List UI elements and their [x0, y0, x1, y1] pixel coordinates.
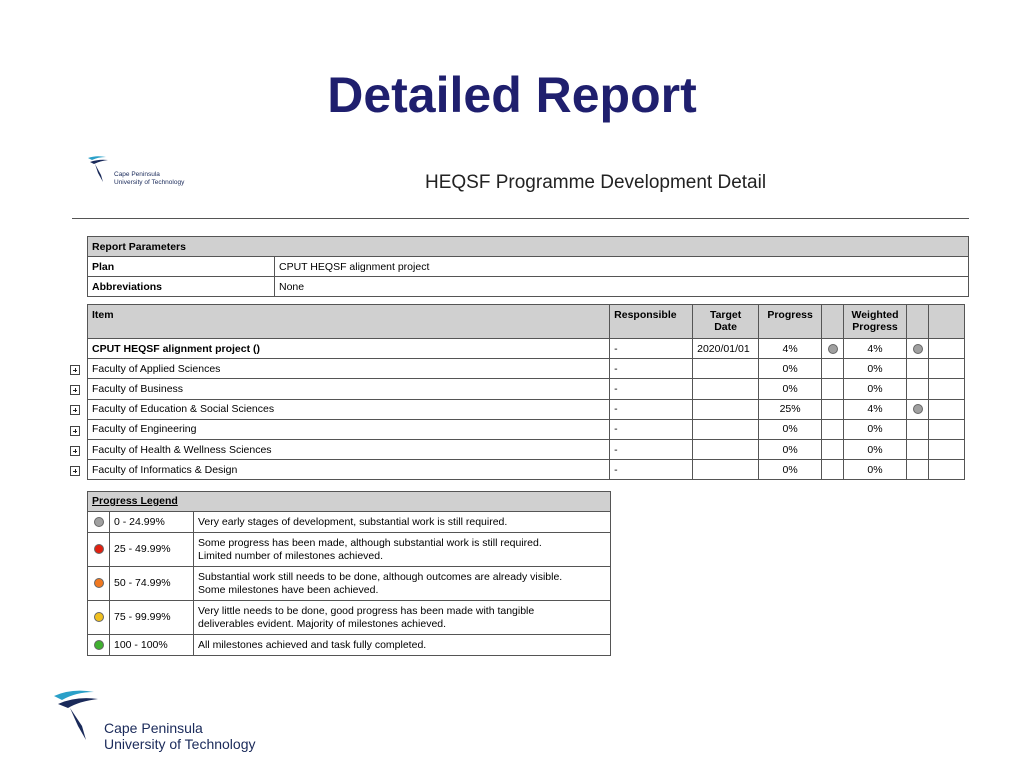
expand-toggle-icon[interactable] — [70, 365, 80, 375]
item-name: Faculty of Education & Social Sciences — [88, 399, 610, 419]
item-name: Faculty of Engineering — [88, 419, 610, 439]
table-row[interactable] — [88, 339, 965, 359]
legend-grey-dot-icon — [94, 517, 104, 527]
col-header-target-date: Target Date — [693, 305, 759, 339]
col-header-progress-dot — [822, 305, 844, 339]
expand-toggle-icon[interactable] — [70, 385, 80, 395]
item-progress: 0% — [759, 439, 822, 459]
legend-description: Very little needs to be done, good progress has been made with tangible deliverables evident. Majority of milestones achieved. — [194, 601, 611, 635]
legend-range: 50 - 74.99% — [110, 567, 194, 601]
item-target-date — [693, 379, 759, 399]
item-target-date — [693, 399, 759, 419]
weighted-status-dot-icon — [913, 344, 923, 354]
legend-row — [88, 635, 611, 656]
item-progress: 0% — [759, 359, 822, 379]
legend-range: 25 - 49.99% — [110, 533, 194, 567]
params-row-plan — [88, 257, 969, 277]
table-row[interactable] — [88, 399, 965, 419]
params-header: Report Parameters — [88, 237, 969, 257]
legend-range: 0 - 24.99% — [110, 512, 194, 533]
item-target-date — [693, 419, 759, 439]
table-row[interactable] — [88, 460, 965, 480]
legend-header: Progress Legend — [88, 492, 611, 512]
col-header-item: Item — [88, 305, 610, 339]
footer-logo — [52, 686, 272, 756]
legend-row — [88, 601, 611, 635]
report-parameters-table — [87, 236, 969, 297]
item-responsible: - — [610, 359, 693, 379]
item-responsible: - — [610, 379, 693, 399]
legend-orange-dot-icon — [94, 578, 104, 588]
cput-footer-logo-icon — [52, 686, 112, 746]
footer-logo-line1: Cape Peninsula — [104, 720, 203, 736]
params-row-abbreviations — [88, 277, 969, 297]
col-header-progress: Progress — [759, 305, 822, 339]
legend-row — [88, 533, 611, 567]
item-weighted-progress: 0% — [844, 460, 907, 480]
item-responsible: - — [610, 460, 693, 480]
report-title: HEQSF Programme Development Detail — [425, 172, 767, 193]
expand-toggle-icon[interactable] — [70, 405, 80, 415]
item-responsible: - — [610, 419, 693, 439]
item-name: Faculty of Informatics & Design — [88, 460, 610, 480]
table-row[interactable] — [88, 379, 965, 399]
params-label: Abbreviations — [88, 277, 275, 297]
item-progress: 0% — [759, 379, 822, 399]
item-responsible: - — [610, 399, 693, 419]
table-row[interactable] — [88, 419, 965, 439]
item-name: Faculty of Business — [88, 379, 610, 399]
progress-status-dot-icon — [828, 344, 838, 354]
item-progress: 4% — [759, 339, 822, 359]
table-row[interactable] — [88, 359, 965, 379]
col-header-blank — [928, 305, 964, 339]
report-divider — [72, 218, 969, 219]
table-row[interactable] — [88, 439, 965, 459]
legend-range: 100 - 100% — [110, 635, 194, 656]
slide-title: Detailed Report — [327, 67, 697, 123]
item-target-date — [693, 359, 759, 379]
item-weighted-progress: 0% — [844, 379, 907, 399]
item-weighted-progress: 4% — [844, 399, 907, 419]
params-value: CPUT HEQSF alignment project — [275, 257, 969, 277]
legend-range: 75 - 99.99% — [110, 601, 194, 635]
params-value: None — [275, 277, 969, 297]
expand-toggle-icon[interactable] — [70, 466, 80, 476]
item-target-date: 2020/01/01 — [693, 339, 759, 359]
report-logo — [86, 155, 216, 191]
legend-description: Substantial work still needs to be done, although outcomes are already visible. Some milestones have been achieved. — [194, 567, 611, 601]
legend-description: All milestones achieved and task fully completed. — [194, 635, 611, 656]
item-name: CPUT HEQSF alignment project () — [88, 339, 610, 359]
col-header-responsible: Responsible — [610, 305, 693, 339]
legend-description: Some progress has been made, although substantial work is still required. Limited number of milestones achieved. — [194, 533, 611, 567]
col-header-weighted-progress: Weighted Progress — [844, 305, 907, 339]
item-weighted-progress: 0% — [844, 359, 907, 379]
item-progress: 0% — [759, 460, 822, 480]
report-logo-line1: Cape Peninsula — [114, 171, 160, 178]
item-name: Faculty of Health & Wellness Sciences — [88, 439, 610, 459]
item-target-date — [693, 439, 759, 459]
col-header-weighted-dot — [907, 305, 929, 339]
item-progress: 25% — [759, 399, 822, 419]
legend-yellow-dot-icon — [94, 612, 104, 622]
expand-toggle-icon[interactable] — [70, 446, 80, 456]
report-logo-line2: University of Technology — [114, 179, 185, 186]
footer-logo-line2: University of Technology — [104, 736, 256, 752]
legend-row — [88, 567, 611, 601]
item-name: Faculty of Applied Sciences — [88, 359, 610, 379]
params-label: Plan — [88, 257, 275, 277]
item-weighted-progress: 4% — [844, 339, 907, 359]
expand-toggle-icon[interactable] — [70, 426, 80, 436]
items-table — [87, 304, 965, 480]
legend-description: Very early stages of development, substantial work is still required. — [194, 512, 611, 533]
item-target-date — [693, 460, 759, 480]
legend-green-dot-icon — [94, 640, 104, 650]
legend-red-dot-icon — [94, 544, 104, 554]
item-progress: 0% — [759, 419, 822, 439]
item-responsible: - — [610, 439, 693, 459]
item-weighted-progress: 0% — [844, 439, 907, 459]
item-weighted-progress: 0% — [844, 419, 907, 439]
legend-row — [88, 512, 611, 533]
weighted-status-dot-icon — [913, 404, 923, 414]
progress-legend-table — [87, 491, 611, 656]
cput-logo-icon — [86, 155, 116, 187]
item-responsible: - — [610, 339, 693, 359]
